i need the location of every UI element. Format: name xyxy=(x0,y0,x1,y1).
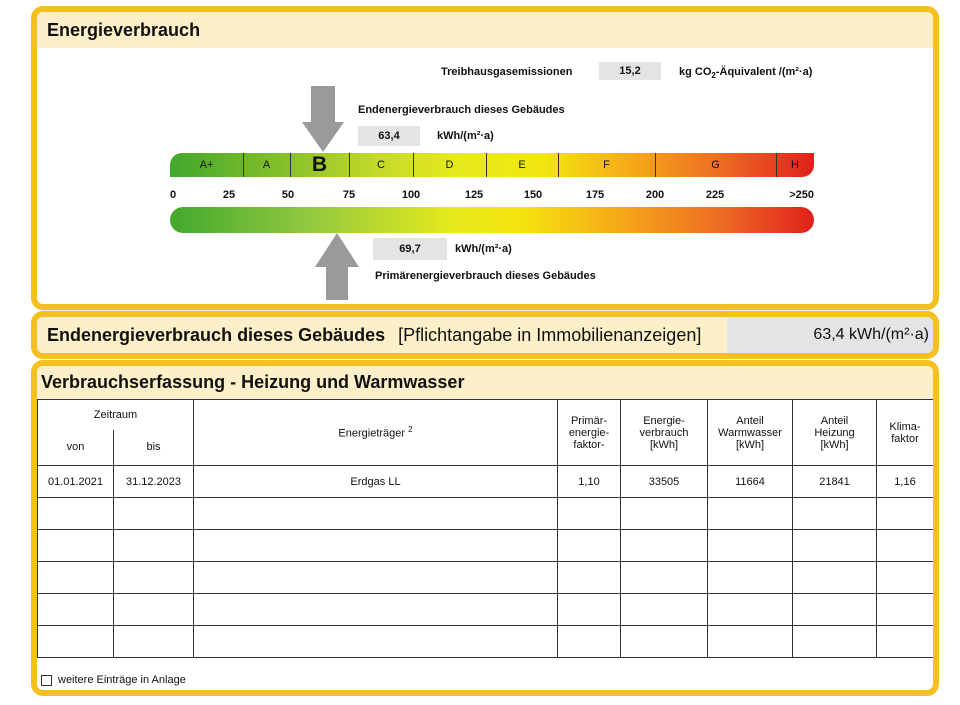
class-label: F xyxy=(603,159,610,171)
table-row xyxy=(38,626,934,658)
additional-entries-checkbox[interactable] xyxy=(41,675,52,686)
energy-gradient-scale xyxy=(170,207,814,233)
scale-tick: 225 xyxy=(705,189,725,201)
table-row xyxy=(38,594,934,626)
end-energy-value: 63,4 xyxy=(358,126,420,146)
table-row xyxy=(38,498,934,530)
summary-note: [Pflichtangabe in Immobilienanzeigen] xyxy=(398,325,702,345)
summary-panel xyxy=(31,311,939,359)
class-label: E xyxy=(518,159,526,171)
consumption-table xyxy=(37,399,934,658)
ghg-value: 15,2 xyxy=(599,62,661,80)
primary-energy-unit: kWh/(m²·a) xyxy=(455,243,512,255)
col-energietraeger: Energieträger $^2$ xyxy=(194,400,558,466)
scale-tick: 50 xyxy=(281,189,295,201)
table-row xyxy=(38,562,934,594)
class-label-current: B xyxy=(311,153,328,176)
summary-label-bar xyxy=(37,317,727,353)
class-label: D xyxy=(445,159,454,171)
end-energy-arrow-icon xyxy=(302,86,344,152)
energy-panel xyxy=(31,6,939,310)
additional-entries-label: weitere Einträge in Anlage xyxy=(58,674,186,686)
col-bis: bis xyxy=(114,430,194,466)
col-energieverbrauch: Energie- verbrauch [kWh] xyxy=(621,400,708,466)
scale-tick: 125 xyxy=(464,189,484,201)
class-label: C xyxy=(377,159,385,171)
scale-tick: 0 xyxy=(170,189,177,201)
primary-energy-value: 69,7 xyxy=(373,238,447,260)
summary-value: 63,4 kWh/(m²·a) xyxy=(727,317,933,353)
col-von: von xyxy=(38,430,114,466)
additional-entries xyxy=(41,674,186,686)
col-klimafaktor: Klima- faktor xyxy=(877,400,934,466)
energy-class-bar xyxy=(170,153,814,177)
scale-tick: 150 xyxy=(523,189,543,201)
ghg-label: Treibhausgasemissionen xyxy=(441,66,573,78)
primary-energy-arrow-icon xyxy=(315,233,359,300)
class-label: G xyxy=(711,159,720,171)
col-zeitraum: Zeitraum xyxy=(38,400,194,430)
scale-tick: 100 xyxy=(401,189,421,201)
class-label: A+ xyxy=(199,159,214,171)
consumption-panel xyxy=(31,360,939,696)
table-row xyxy=(38,530,934,562)
primary-energy-label: Primärenergieverbrauch dieses Gebäudes xyxy=(375,270,596,282)
energy-panel-title: Energieverbrauch xyxy=(37,12,933,48)
consumption-title: Verbrauchserfassung - Heizung und Warmwasser xyxy=(37,366,933,399)
scale-tick: 25 xyxy=(222,189,236,201)
scale-tick: 200 xyxy=(645,189,665,201)
class-label: H xyxy=(791,159,799,171)
end-energy-label: Endenergieverbrauch dieses Gebäudes xyxy=(358,104,565,116)
class-label: A xyxy=(262,159,271,171)
col-anteil-warmwasser: Anteil Warmwasser [kWh] xyxy=(708,400,793,466)
summary-label: Endenergieverbrauch dieses Gebäudes xyxy=(47,325,386,345)
scale-ticks xyxy=(170,189,814,203)
scale-tick: >250 xyxy=(789,189,814,201)
table-row: 01.01.2021 31.12.2023 Erdgas LL 1,10 33505 11664 21841 1,16 xyxy=(38,466,934,498)
scale-tick: 175 xyxy=(585,189,605,201)
end-energy-unit: kWh/(m²·a) xyxy=(437,130,494,142)
col-primaerenergiefaktor: Primär- energie- faktor- xyxy=(558,400,621,466)
col-anteil-heizung: Anteil Heizung [kWh] xyxy=(793,400,877,466)
ghg-unit: kg $CO_2$-Äquivalent /(m²·a) xyxy=(679,66,813,81)
scale-tick: 75 xyxy=(342,189,356,201)
